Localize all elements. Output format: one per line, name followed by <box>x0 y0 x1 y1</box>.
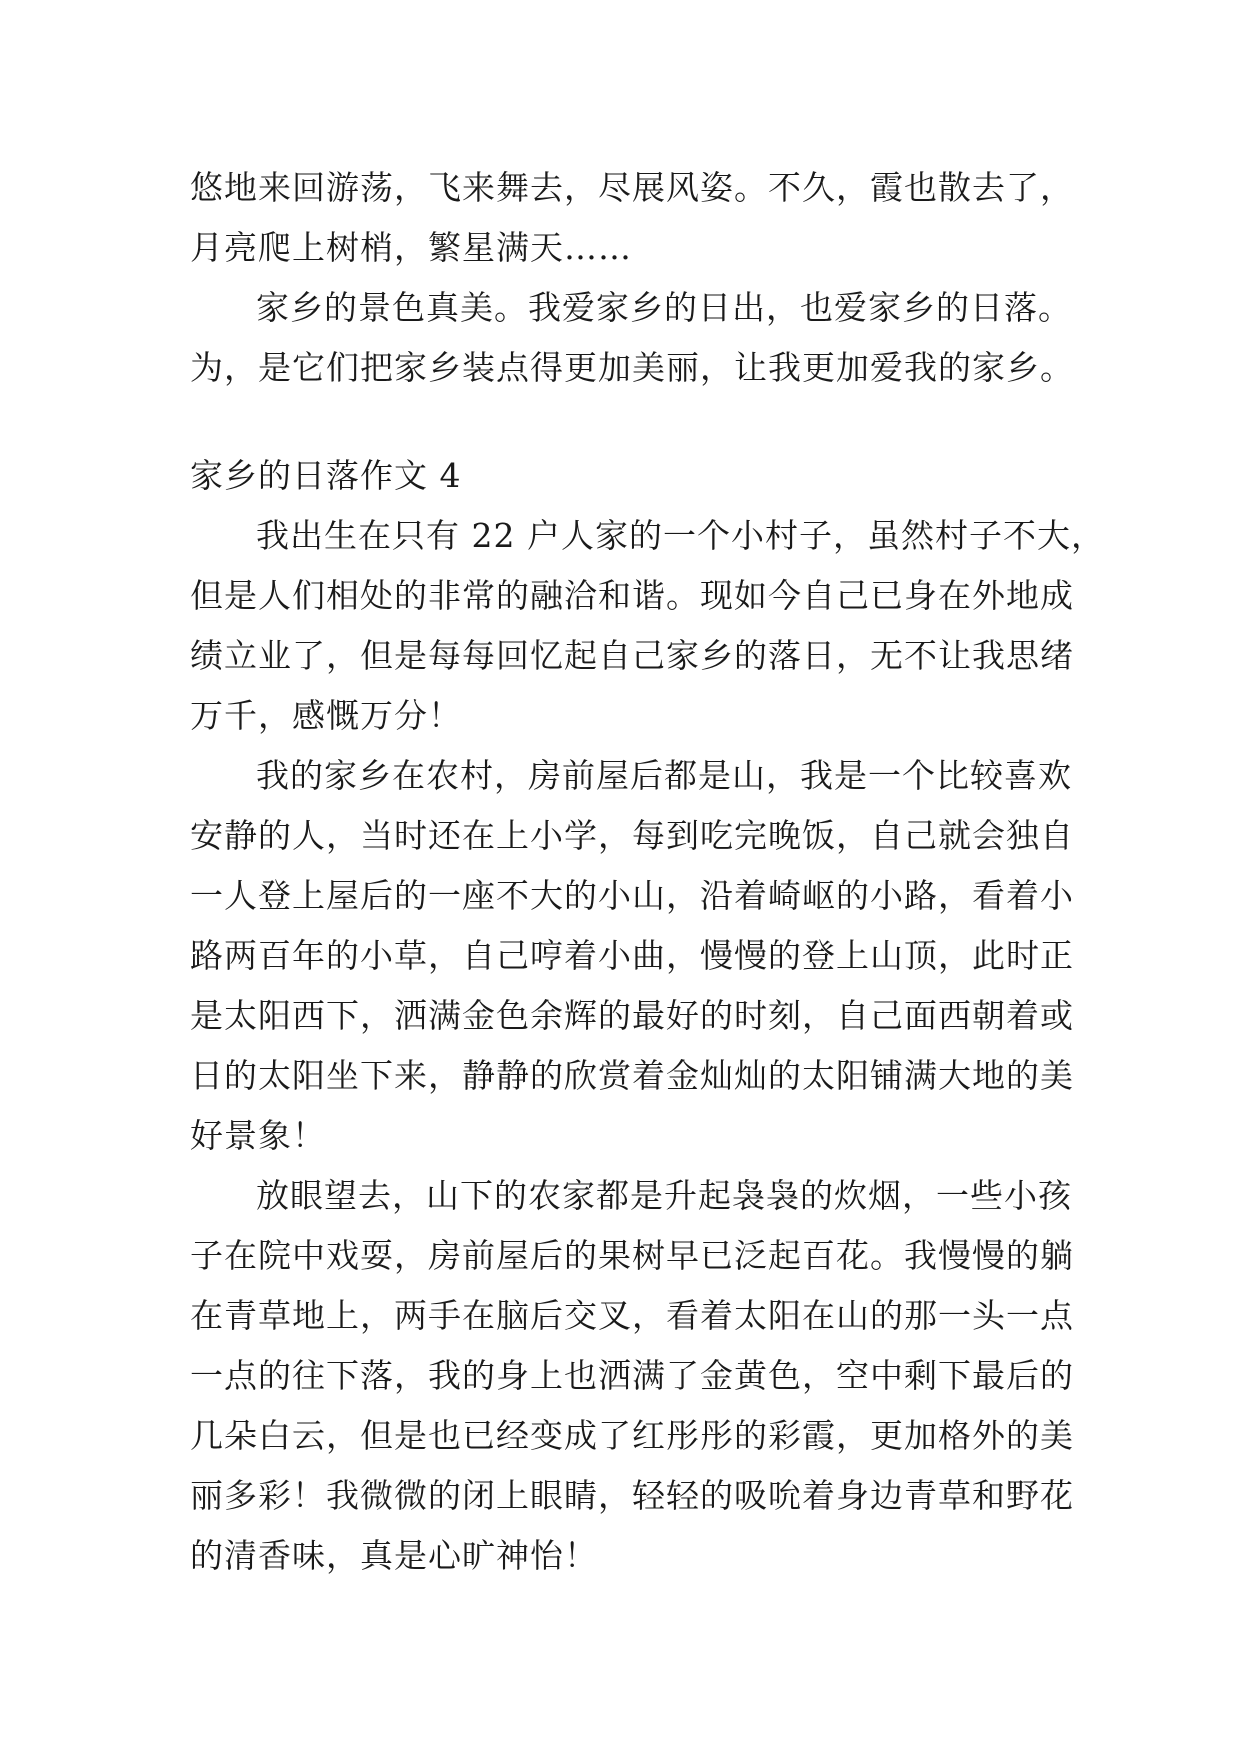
text-line: 我的家乡在农村，房前屋后都是山，我是一个比较喜欢 <box>256 756 1072 795</box>
text-line: 安静的人，当时还在上小学，每到吃完晚饭，自己就会独自 <box>190 816 1074 855</box>
text-line: 几朵白云，但是也已经变成了红彤彤的彩霞，更加格外的美 <box>190 1416 1074 1455</box>
text-line: 为，是它们把家乡装点得更加美丽，让我更加爱我的家乡。 <box>190 348 1074 387</box>
text-line: 是太阳西下，洒满金色余辉的最好的时刻，自己面西朝着或 <box>190 996 1074 1035</box>
text-line: 放眼望去，山下的农家都是升起袅袅的炊烟，一些小孩 <box>256 1176 1072 1215</box>
text-line: 我出生在只有 22 户人家的一个小村子，虽然村子不大， <box>256 516 1105 555</box>
text-line: 丽多彩！我微微的闭上眼睛，轻轻的吸吮着身边青草和野花 <box>190 1476 1074 1515</box>
text-line: 但是人们相处的非常的融洽和谐。现如今自己已身在外地成 <box>190 576 1074 615</box>
text-line: 悠地来回游荡，飞来舞去，尽展风姿。不久，霞也散去了， <box>190 168 1074 207</box>
text-line: 日的太阳坐下来，静静的欣赏着金灿灿的太阳铺满大地的美 <box>190 1056 1074 1095</box>
text-line: 万千，感慨万分！ <box>190 696 462 735</box>
text-line: 月亮爬上树梢，繁星满天…… <box>190 228 632 267</box>
text-line: 家乡的景色真美。我爱家乡的日出，也爱家乡的日落。 <box>256 288 1072 327</box>
text-line: 一人登上屋后的一座不大的小山，沿着崎岖的小路，看着小 <box>190 876 1074 915</box>
text-line: 绩立业了，但是每每回忆起自己家乡的落日，无不让我思绪 <box>190 636 1074 675</box>
text-line: 子在院中戏耍，房前屋后的果树早已泛起百花。我慢慢的躺 <box>190 1236 1074 1275</box>
text-line: 一点的往下落，我的身上也洒满了金黄色，空中剩下最后的 <box>190 1356 1074 1395</box>
text-line: 好景象！ <box>190 1116 326 1155</box>
text-line: 路两百年的小草，自己哼着小曲，慢慢的登上山顶，此时正 <box>190 936 1074 975</box>
section-title: 家乡的日落作文 4 <box>190 456 462 495</box>
text-line: 在青草地上，两手在脑后交叉，看着太阳在山的那一头一点 <box>190 1296 1074 1335</box>
text-line: 的清香味，真是心旷神怡！ <box>190 1536 598 1575</box>
